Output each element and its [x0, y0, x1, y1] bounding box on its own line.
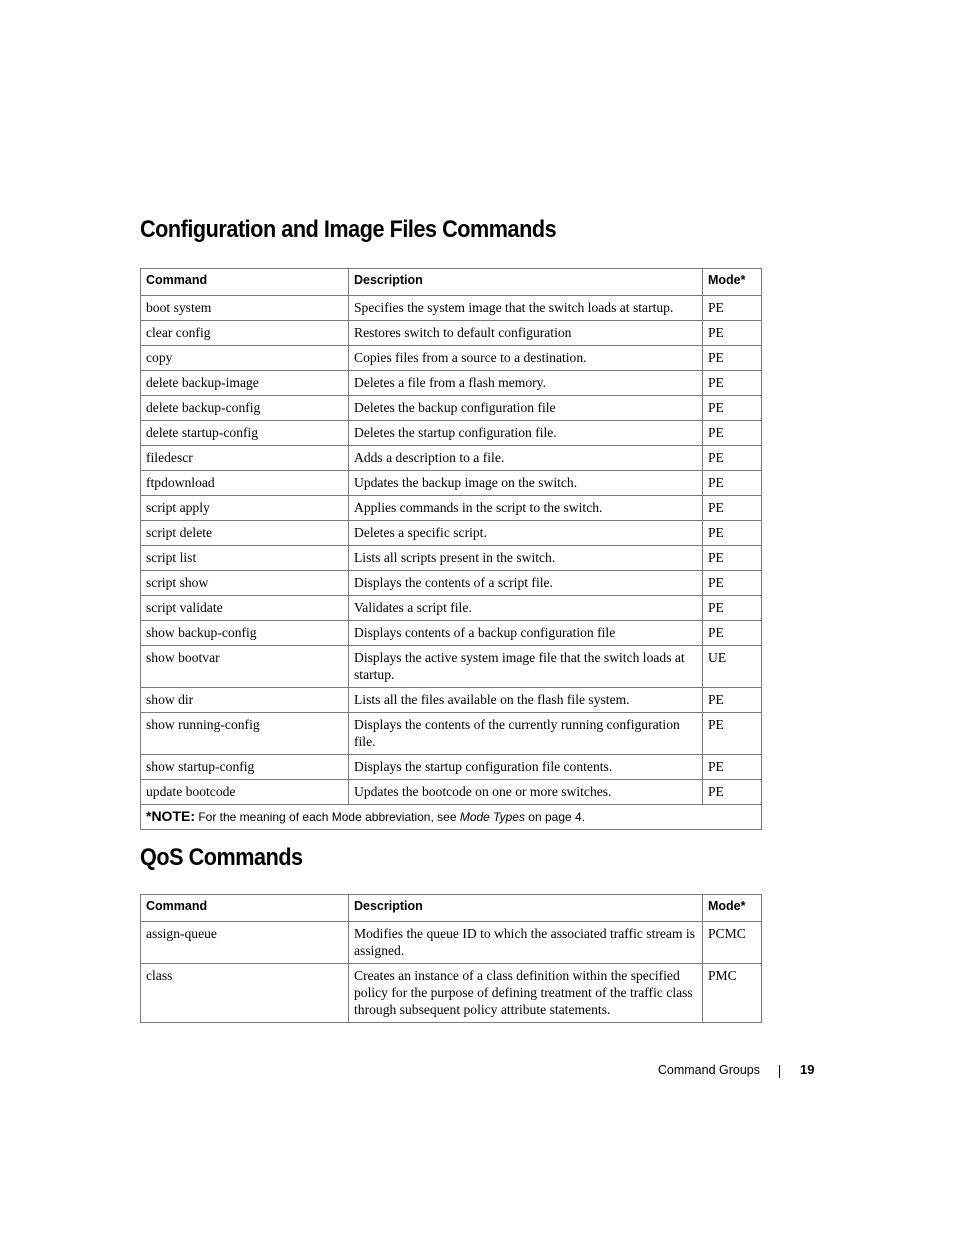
table-row	[141, 546, 762, 571]
table-row	[141, 321, 762, 346]
command-cell: show dir	[141, 688, 349, 713]
command-cell: assign-queue	[141, 922, 349, 964]
column-header-command: Command	[141, 895, 349, 922]
description-cell: Deletes the backup configuration file	[349, 396, 703, 421]
command-cell: ftpdownload	[141, 471, 349, 496]
command-cell: copy	[141, 346, 349, 371]
mode-cell: UE	[703, 646, 762, 688]
command-cell: show backup-config	[141, 621, 349, 646]
description-cell: Validates a script file.	[349, 596, 703, 621]
table-header-row	[141, 269, 762, 296]
mode-cell: PE	[703, 755, 762, 780]
table-row	[141, 496, 762, 521]
description-cell: Lists all scripts present in the switch.	[349, 546, 703, 571]
note-cell	[141, 805, 762, 830]
note-text-before: For the meaning of each Mode abbreviation, see	[195, 810, 460, 824]
mode-types-reference[interactable]: Mode Types	[459, 810, 525, 824]
table-row	[141, 371, 762, 396]
table-row	[141, 471, 762, 496]
table-row	[141, 596, 762, 621]
command-cell: script delete	[141, 521, 349, 546]
table-row	[141, 922, 762, 964]
column-header-description: Description	[349, 269, 703, 296]
config-image-files-commands-table	[140, 268, 762, 830]
mode-cell: PE	[703, 496, 762, 521]
note-text-after: on page 4.	[524, 810, 586, 824]
description-cell: Restores switch to default configuration	[349, 321, 703, 346]
description-cell: Creates an instance of a class definition within the specified policy for the purpose of defining treatment of the traffic class through subsequent policy attribute statements.	[349, 964, 703, 1023]
mode-cell: PE	[703, 688, 762, 713]
description-cell: Copies files from a source to a destination.	[349, 346, 703, 371]
footer-group-name: Command Groups	[657, 1063, 760, 1077]
qos-commands-table	[140, 894, 762, 1023]
table-row	[141, 964, 762, 1023]
mode-cell: PE	[703, 321, 762, 346]
mode-cell: PE	[703, 546, 762, 571]
command-cell: show running-config	[141, 713, 349, 755]
mode-cell: PCMC	[703, 922, 762, 964]
mode-cell: PE	[703, 371, 762, 396]
section-title-config-image-files: Configuration and Image Files Commands	[140, 216, 557, 243]
table-row	[141, 755, 762, 780]
description-cell: Updates the backup image on the switch.	[349, 471, 703, 496]
section-title-qos: QoS Commands	[140, 844, 303, 871]
mode-cell: PE	[703, 521, 762, 546]
command-cell: show startup-config	[141, 755, 349, 780]
table-row	[141, 521, 762, 546]
table-row	[141, 421, 762, 446]
mode-cell: PE	[703, 471, 762, 496]
description-cell: Updates the bootcode on one or more switches.	[349, 780, 703, 805]
note-label: *NOTE:	[146, 808, 195, 824]
description-cell: Deletes the startup configuration file.	[349, 421, 703, 446]
description-cell: Displays the contents of the currently running configuration file.	[349, 713, 703, 755]
command-cell: class	[141, 964, 349, 1023]
column-header-description: Description	[349, 895, 703, 922]
description-cell: Deletes a specific script.	[349, 521, 703, 546]
description-cell: Specifies the system image that the switch loads at startup.	[349, 296, 703, 321]
command-cell: script apply	[141, 496, 349, 521]
table-row	[141, 396, 762, 421]
description-cell: Displays the active system image file that the switch loads at startup.	[349, 646, 703, 688]
table-row	[141, 621, 762, 646]
mode-cell: PE	[703, 621, 762, 646]
command-cell: script list	[141, 546, 349, 571]
command-cell: clear config	[141, 321, 349, 346]
description-cell: Adds a description to a file.	[349, 446, 703, 471]
command-cell: show bootvar	[141, 646, 349, 688]
footer-divider	[779, 1065, 780, 1078]
command-cell: delete backup-image	[141, 371, 349, 396]
command-cell: script validate	[141, 596, 349, 621]
mode-cell: PMC	[703, 964, 762, 1023]
column-header-mode: Mode*	[703, 895, 762, 922]
table-row	[141, 446, 762, 471]
mode-cell: PE	[703, 596, 762, 621]
mode-cell: PE	[703, 346, 762, 371]
note-row	[141, 805, 762, 830]
column-header-command: Command	[141, 269, 349, 296]
config-table-body	[141, 296, 762, 805]
column-header-mode: Mode*	[703, 269, 762, 296]
description-cell: Displays the startup configuration file contents.	[349, 755, 703, 780]
description-cell: Applies commands in the script to the switch.	[349, 496, 703, 521]
command-cell: boot system	[141, 296, 349, 321]
table-row	[141, 346, 762, 371]
command-cell: delete startup-config	[141, 421, 349, 446]
mode-cell: PE	[703, 713, 762, 755]
mode-cell: PE	[703, 421, 762, 446]
qos-table-body	[141, 922, 762, 1023]
description-cell: Deletes a file from a flash memory.	[349, 371, 703, 396]
command-cell: update bootcode	[141, 780, 349, 805]
table-row	[141, 296, 762, 321]
command-cell: script show	[141, 571, 349, 596]
mode-cell: PE	[703, 571, 762, 596]
table-row	[141, 571, 762, 596]
command-cell: delete backup-config	[141, 396, 349, 421]
description-cell: Displays contents of a backup configuration file	[349, 621, 703, 646]
page-number: 19	[800, 1062, 815, 1077]
mode-cell: PE	[703, 780, 762, 805]
table-row	[141, 713, 762, 755]
description-cell: Lists all the files available on the flash file system.	[349, 688, 703, 713]
mode-cell: PE	[703, 396, 762, 421]
command-cell: filedescr	[141, 446, 349, 471]
description-cell: Displays the contents of a script file.	[349, 571, 703, 596]
table-row	[141, 646, 762, 688]
mode-cell: PE	[703, 296, 762, 321]
table-row	[141, 780, 762, 805]
description-cell: Modifies the queue ID to which the associated traffic stream is assigned.	[349, 922, 703, 964]
table-header-row	[141, 895, 762, 922]
table-row	[141, 688, 762, 713]
mode-cell: PE	[703, 446, 762, 471]
